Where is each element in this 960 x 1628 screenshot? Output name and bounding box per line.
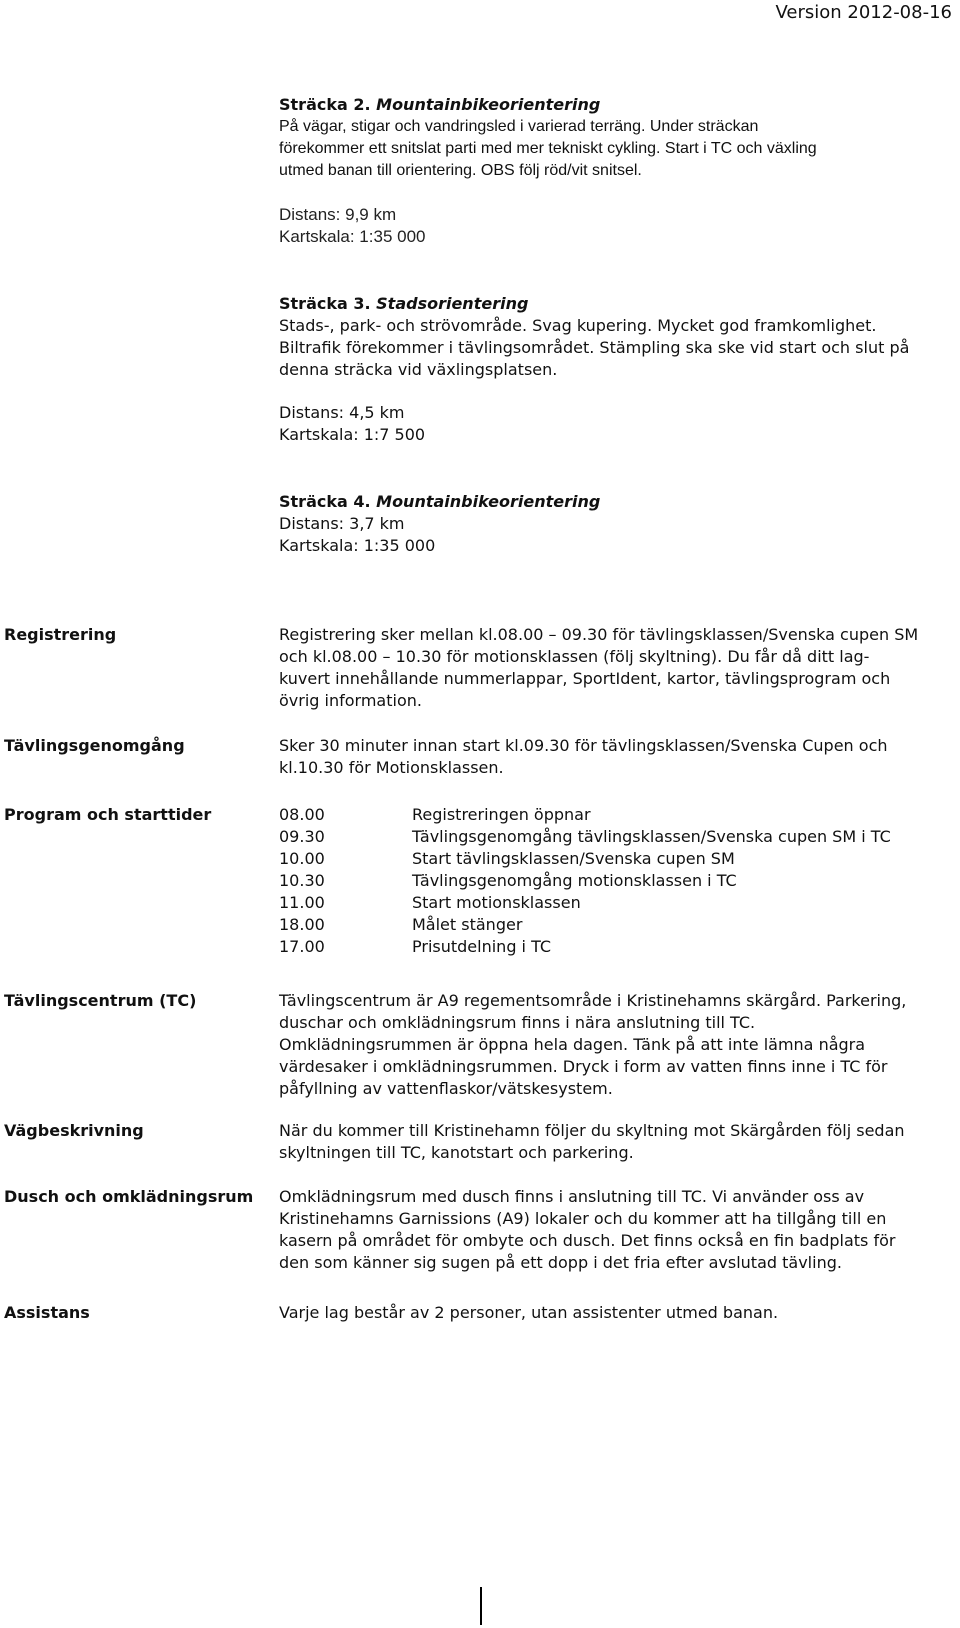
schedule-event: Tävlingsgenomgång tävlingsklassen/Svenska cupen SM i TC bbox=[412, 827, 891, 846]
stage2-number: Sträcka 2. bbox=[279, 95, 371, 114]
center-line: duschar och omklädningsrum finns i nära anslutning till TC. bbox=[279, 1013, 756, 1032]
registration-line: övrig information. bbox=[279, 691, 422, 710]
schedule-event: Prisutdelning i TC bbox=[412, 937, 552, 956]
registration-line: och kl.08.00 – 10.30 för motionsklassen (följ skyltning). Du får då ditt lag- bbox=[279, 647, 870, 666]
registration-text bbox=[279, 624, 918, 712]
stage4-number: Sträcka 4. bbox=[279, 492, 371, 511]
schedule-row bbox=[279, 870, 960, 892]
assistance-text: Varje lag består av 2 personer, utan assistenter utmed banan. bbox=[279, 1303, 779, 1322]
schedule-time: 11.00 bbox=[279, 893, 325, 912]
registration-line: Registrering sker mellan kl.08.00 – 09.30 för tävlingsklassen/Svenska cupen SM bbox=[279, 625, 919, 644]
stage2-line: På vägar, stigar och vandringsled i varierad terräng. Under sträckan bbox=[279, 118, 759, 135]
directions-text bbox=[279, 1120, 905, 1164]
stage2-description bbox=[279, 116, 817, 182]
schedule-time: 18.00 bbox=[279, 915, 325, 934]
schedule-row bbox=[279, 914, 960, 936]
version-label: Version 2012-08-16 bbox=[775, 2, 952, 23]
showers-line: den som känner sig sugen på ett dopp i det fria efter avslutad tävling. bbox=[279, 1253, 842, 1272]
schedule-event: Registreringen öppnar bbox=[412, 805, 591, 824]
stage3-number: Sträcka 3. bbox=[279, 294, 371, 313]
schedule-time: 08.00 bbox=[279, 805, 325, 824]
procedure-line: kl.10.30 för Motionsklassen. bbox=[279, 758, 504, 777]
stage4-type: Mountainbikeorientering bbox=[376, 492, 601, 511]
procedure-label: Tävlingsgenomgång bbox=[4, 736, 185, 755]
center-text bbox=[279, 990, 906, 1100]
program-label: Program och starttider bbox=[4, 805, 212, 824]
schedule-event: Start tävlingsklassen/Svenska cupen SM bbox=[412, 849, 735, 868]
schedule-event: Tävlingsgenomgång motionsklassen i TC bbox=[412, 871, 737, 890]
directions-line: skyltningen till TC, kanotstart och parkering. bbox=[279, 1143, 634, 1162]
center-line: Tävlingscentrum är A9 regementsområde i Kristinehamns skärgård. Parkering, bbox=[279, 991, 907, 1010]
registration-line: kuvert innehållande nummerlappar, SportIdent, kartor, tävlingsprogram och bbox=[279, 669, 891, 688]
stage4-heading bbox=[279, 491, 600, 513]
directions-line: När du kommer till Kristinehamn följer du skyltning mot Skärgården följ sedan bbox=[279, 1121, 905, 1140]
schedule-time: 10.30 bbox=[279, 871, 325, 890]
stage4-scale: Kartskala: 1:35 000 bbox=[279, 536, 436, 555]
schedule-event: Start motionsklassen bbox=[412, 893, 581, 912]
showers-line: Kristinehamns Garnissions (A9) lokaler och du kommer att ha tillgång till en bbox=[279, 1209, 887, 1228]
stage3-type: Stadsorientering bbox=[376, 294, 529, 313]
stage2-type: Mountainbikeorientering bbox=[376, 95, 601, 114]
schedule-time: 17.00 bbox=[279, 937, 325, 956]
stage4-distance: Distans: 3,7 km bbox=[279, 514, 405, 533]
stage2-line: förekommer ett snitslat parti med mer tekniskt cykling. Start i TC och växling bbox=[279, 140, 817, 157]
stage2-distance: Distans: 9,9 km bbox=[279, 205, 397, 224]
registration-label: Registrering bbox=[4, 625, 117, 644]
program-schedule bbox=[279, 804, 959, 958]
procedure-line: Sker 30 minuter innan start kl.09.30 för tävlingsklassen/Svenska Cupen och bbox=[279, 736, 888, 755]
stage2-heading bbox=[279, 94, 600, 116]
center-line: Omklädningsrummen är öppna hela dagen. Tänk på att inte lämna några bbox=[279, 1035, 866, 1054]
vertical-rule bbox=[480, 1587, 482, 1625]
stage3-line: Stads-, park- och strövområde. Svag kupering. Mycket god framkomlighet. bbox=[279, 316, 877, 335]
schedule-row bbox=[279, 936, 960, 958]
stage3-scale: Kartskala: 1:7 500 bbox=[279, 425, 426, 444]
stage3-line: Biltrafik förekommer i tävlingsområdet. Stämpling ska ske vid start och slut på bbox=[279, 338, 910, 357]
center-line: påfyllning av vattenflaskor/vätskesystem. bbox=[279, 1079, 613, 1098]
stage3-distance: Distans: 4,5 km bbox=[279, 403, 405, 422]
schedule-row bbox=[279, 804, 960, 826]
showers-label: Dusch och omklädningsrum bbox=[4, 1187, 254, 1206]
schedule-time: 09.30 bbox=[279, 827, 325, 846]
schedule-time: 10.00 bbox=[279, 849, 325, 868]
schedule-event: Målet stänger bbox=[412, 915, 523, 934]
stage2-line: utmed banan till orientering. OBS följ röd/vit snitsel. bbox=[279, 162, 642, 179]
showers-line: Omklädningsrum med dusch finns i anslutning till TC. Vi använder oss av bbox=[279, 1187, 865, 1206]
showers-text bbox=[279, 1186, 895, 1274]
schedule-row bbox=[279, 892, 960, 914]
stage3-description bbox=[279, 315, 909, 381]
stage3-line: denna sträcka vid växlingsplatsen. bbox=[279, 360, 558, 379]
assistance-label: Assistans bbox=[4, 1303, 90, 1322]
procedure-text bbox=[279, 735, 888, 779]
schedule-row bbox=[279, 848, 960, 870]
stage2-scale: Kartskala: 1:35 000 bbox=[279, 227, 426, 246]
stage3-heading bbox=[279, 293, 528, 315]
center-label: Tävlingscentrum (TC) bbox=[4, 991, 197, 1010]
schedule-row bbox=[279, 826, 960, 848]
center-line: värdesaker i omklädningsrummen. Dryck i form av vatten finns inne i TC för bbox=[279, 1057, 888, 1076]
directions-label: Vägbeskrivning bbox=[4, 1121, 144, 1140]
showers-line: kasern på området för ombyte och dusch. Det finns också en fin badplats för bbox=[279, 1231, 896, 1250]
